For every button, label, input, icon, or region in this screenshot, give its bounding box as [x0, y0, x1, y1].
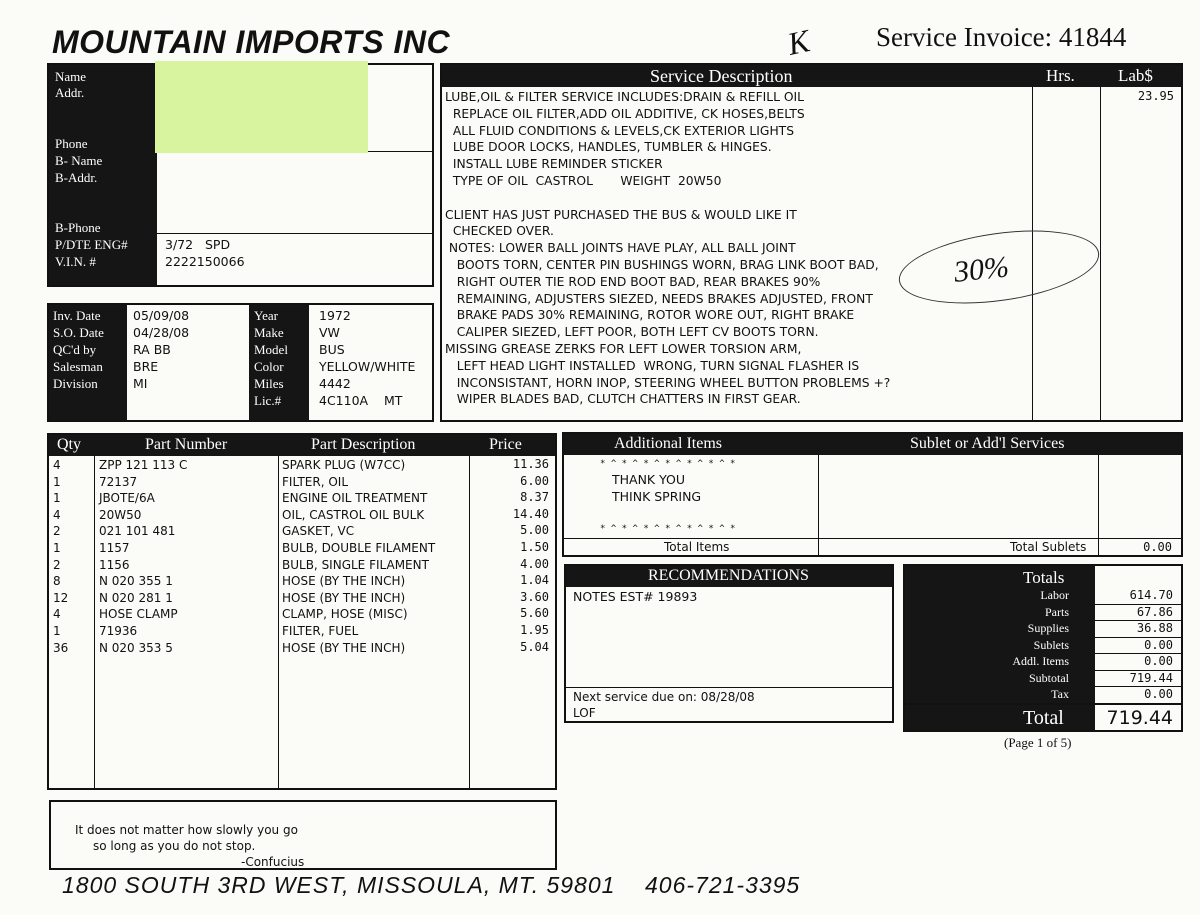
- lab-value: 23.95: [1137, 89, 1174, 103]
- label-color: Color: [254, 359, 284, 374]
- service-line: MISSING GREASE ZERKS FOR LEFT LOWER TORSION ARM,: [445, 342, 802, 356]
- table-row: [49, 490, 555, 506]
- part-description: FILTER, FUEL: [282, 624, 359, 638]
- part-qty: 36: [53, 640, 69, 655]
- quote-line-1: It does not matter how slowly you go: [75, 823, 298, 837]
- totals-value: 614.70: [1129, 588, 1173, 602]
- service-line: NOTES: LOWER BALL JOINTS HAVE PLAY, ALL BALL JOINT: [445, 241, 796, 256]
- model-value: BUS: [319, 342, 345, 357]
- division-value: MI: [133, 376, 148, 391]
- totals-value: 0.00: [1144, 687, 1173, 701]
- part-description: HOSE (BY THE INCH): [282, 590, 406, 605]
- part-description: FILTER, OIL: [282, 474, 349, 489]
- totals-label: Sublets: [1033, 637, 1069, 652]
- table-row: [49, 457, 555, 473]
- part-number: ZPP 121 113 C: [99, 458, 188, 472]
- part-description: OIL, CASTROL OIL BULK: [282, 507, 425, 522]
- part-price: 5.04: [520, 639, 549, 654]
- pdte-eng-value: 3/72 SPD: [165, 237, 231, 252]
- table-row: [49, 557, 555, 573]
- lab-header: Lab$: [1118, 66, 1153, 85]
- table-row: [49, 540, 555, 556]
- label-salesman: Salesman: [53, 359, 103, 374]
- divider: [566, 687, 892, 688]
- part-qty: 1: [53, 491, 61, 506]
- divider: [1095, 653, 1181, 654]
- part-number: HOSE CLAMP: [99, 607, 178, 622]
- table-row: [49, 590, 555, 606]
- totals-label: Parts: [1045, 604, 1069, 619]
- additional-line-1: THANK YOU: [612, 472, 686, 487]
- part-number: 1157: [99, 541, 130, 555]
- additional-box: [562, 432, 1183, 557]
- part-price: 4.00: [520, 556, 549, 571]
- price-header: Price: [489, 436, 522, 453]
- service-line: LEFT HEAD LIGHT INSTALLED WRONG, TURN SIGNAL FLASHER IS: [445, 358, 860, 373]
- divider: [157, 233, 432, 234]
- divider: [1095, 670, 1181, 671]
- label-year: Year: [254, 308, 278, 323]
- label-b-name: B- Name: [55, 153, 103, 168]
- column-divider: [1098, 455, 1099, 555]
- stars-top: * ^ * ^ * ^ * ^ * ^ * ^ *: [600, 459, 736, 469]
- handwritten-note: 30%: [952, 250, 1011, 289]
- part-number: 021 101 481: [99, 524, 176, 539]
- label-inv-date: Inv. Date: [53, 308, 101, 323]
- part-number: N 020 353 5: [99, 640, 173, 655]
- parts-table: [47, 433, 557, 790]
- part-description: HOSE (BY THE INCH): [282, 640, 406, 655]
- table-row: [49, 523, 555, 539]
- totals-value: 36.88: [1136, 621, 1173, 635]
- color-value: YELLOW/WHITE: [319, 359, 416, 374]
- table-row: [49, 507, 555, 523]
- label-division: Division: [53, 376, 98, 391]
- stars-bottom: * ^ * ^ * ^ * ^ * ^ * ^ *: [600, 524, 736, 534]
- divider: [368, 151, 432, 152]
- handwritten-mark: K: [784, 22, 813, 62]
- part-number: N 020 281 1: [99, 590, 173, 605]
- part-description: CLAMP, HOSE (MISC): [282, 607, 408, 622]
- next-service: Next service due on: 08/28/08: [573, 690, 755, 704]
- sublet-header: Sublet or Add'l Services: [910, 435, 1065, 452]
- recommendations-notes: NOTES EST# 19893: [573, 589, 698, 604]
- table-row: [49, 640, 555, 656]
- service-line: LUBE DOOR LOCKS, HANDLES, TUMBLER & HINGES.: [445, 140, 772, 155]
- service-line: REPLACE OIL FILTER,ADD OIL ADDITIVE, CK HOSES,BELTS: [445, 106, 805, 121]
- totals-label: Labor: [1040, 588, 1069, 602]
- totals-value: 67.86: [1136, 604, 1173, 619]
- total-sublets-value: 0.00: [1143, 540, 1172, 554]
- part-description-header: Part Description: [311, 436, 416, 453]
- qcd-by-value: RA BB: [133, 342, 171, 357]
- total-items-label: Total Items: [664, 540, 730, 554]
- recommendations-header: RECOMMENDATIONS: [648, 567, 809, 584]
- totals-header: Totals: [1023, 568, 1065, 587]
- part-description: ENGINE OIL TREATMENT: [282, 491, 428, 506]
- service-line: REMAINING, ADJUSTERS SIEZED, NEEDS BRAKES ADJUSTED, FRONT: [445, 291, 873, 306]
- salesman-value: BRE: [133, 359, 159, 374]
- service-line: LUBE,OIL & FILTER SERVICE INCLUDES:DRAIN & REFILL OIL: [445, 90, 805, 104]
- quote-author: -Confucius: [241, 855, 305, 869]
- part-number: N 020 355 1: [99, 574, 173, 589]
- part-qty: 12: [53, 590, 69, 605]
- divider: [1095, 604, 1181, 605]
- lic-value: 4C110A MT: [319, 393, 403, 408]
- label-pdte-eng: P/DTE ENG#: [55, 237, 128, 252]
- footer-address: 1800 SOUTH 3RD WEST, MISSOULA, MT. 59801 406-721-3395: [62, 872, 801, 898]
- part-price: 1.04: [520, 573, 549, 588]
- total-sublets-label: Total Sublets: [1010, 540, 1087, 554]
- part-description: BULB, SINGLE FILAMENT: [282, 557, 429, 572]
- service-line: BRAKE PADS 30% REMAINING, ROTOR WORE OUT, RIGHT BRAKE: [445, 308, 855, 323]
- totals-value: 0.00: [1144, 654, 1173, 668]
- label-so-date: S.O. Date: [53, 325, 104, 340]
- inv-date-value: 05/09/08: [133, 308, 190, 323]
- table-row: [49, 573, 555, 589]
- service-line: CHECKED OVER.: [445, 224, 554, 239]
- service-line: CLIENT HAS JUST PURCHASED THE BUS & WOULD LIKE IT: [445, 207, 797, 222]
- service-line: BOOTS TORN, CENTER PIN BUSHINGS WORN, BRAG LINK BOOT BAD,: [445, 258, 879, 272]
- part-qty: 4: [53, 507, 61, 522]
- quote-box: [49, 800, 557, 870]
- service-line: INCONSISTANT, HORN INOP, STEERING WHEEL BUTTON PROBLEMS +?: [445, 375, 891, 390]
- column-divider: [818, 455, 819, 555]
- label-name: Name: [55, 69, 87, 84]
- totals-label: Tax: [1051, 687, 1069, 701]
- miles-value: 4442: [319, 376, 351, 391]
- part-qty: 4: [53, 607, 61, 622]
- part-price: 5.00: [520, 523, 549, 538]
- parts-header-bar: [49, 435, 555, 456]
- part-price: 8.37: [520, 490, 549, 505]
- column-divider: [1100, 87, 1101, 420]
- quote-line-2: so long as you do not stop.: [93, 839, 256, 853]
- part-description: HOSE (BY THE INCH): [282, 574, 406, 589]
- service-line: RIGHT OUTER TIE ROD END BOOT BAD, REAR BRAKES 90%: [445, 274, 821, 289]
- total-row-divider: [564, 538, 1181, 539]
- divider: [905, 703, 1181, 705]
- label-b-addr: B-Addr.: [55, 170, 98, 185]
- qty-header: Qty: [57, 436, 81, 453]
- table-row: [49, 623, 555, 639]
- divider: [1095, 686, 1181, 687]
- part-qty: 4: [53, 458, 61, 472]
- service-description-header: Service Description: [650, 66, 793, 86]
- part-price: 11.36: [512, 457, 549, 471]
- part-description: GASKET, VC: [282, 524, 355, 539]
- part-number: JBOTE/6A: [99, 491, 155, 506]
- label-miles: Miles: [254, 376, 284, 391]
- totals-label: Addl. Items: [1012, 654, 1069, 668]
- part-price: 6.00: [520, 473, 549, 488]
- part-price: 5.60: [520, 606, 549, 621]
- service-line: TYPE OF OIL CASTROL WEIGHT 20W50: [445, 174, 722, 188]
- hrs-header: Hrs.: [1046, 66, 1075, 85]
- so-date-value: 04/28/08: [133, 325, 190, 340]
- part-qty: 2: [53, 557, 61, 572]
- divider: [1095, 637, 1181, 638]
- additional-line-2: THINK SPRING: [612, 489, 702, 504]
- part-price: 1.95: [520, 623, 549, 637]
- totals-label: Subtotal: [1028, 670, 1069, 685]
- part-description: BULB, DOUBLE FILAMENT: [282, 541, 436, 555]
- company-name: MOUNTAIN IMPORTS INC: [52, 24, 451, 60]
- additional-items-header: Additional Items: [614, 435, 722, 452]
- service-box: [440, 63, 1183, 422]
- part-number: 72137: [99, 474, 138, 489]
- part-number: 1156: [99, 557, 130, 572]
- label-lic: Lic.#: [254, 393, 282, 408]
- vin-value: 2222150066: [165, 254, 245, 269]
- divider: [1095, 620, 1181, 621]
- next-service-type: LOF: [573, 706, 596, 720]
- info-box: [47, 303, 434, 422]
- redaction-block: [155, 61, 368, 153]
- part-price: 1.50: [520, 540, 549, 554]
- part-price: 3.60: [520, 589, 549, 604]
- part-qty: 8: [53, 574, 61, 589]
- total-label: Total: [1023, 707, 1064, 729]
- total-value: 719.44: [1106, 707, 1173, 729]
- table-row: [49, 474, 555, 490]
- part-number-header: Part Number: [145, 436, 228, 453]
- part-description: SPARK PLUG (W7CC): [282, 458, 406, 472]
- part-qty: 1: [53, 541, 61, 555]
- invoice-title: Service Invoice: 41844: [876, 22, 1127, 52]
- part-qty: 2: [53, 524, 61, 539]
- label-vin: V.I.N. #: [55, 254, 96, 269]
- part-number: 20W50: [99, 507, 142, 522]
- make-value: VW: [319, 325, 340, 340]
- part-number: 71936: [99, 624, 138, 638]
- service-line: WIPER BLADES BAD, CLUTCH CHATTERS IN FIRST GEAR.: [445, 392, 801, 407]
- label-b-phone: B-Phone: [55, 220, 101, 235]
- service-line: ALL FLUID CONDITIONS & LEVELS,CK EXTERIOR LIGHTS: [445, 123, 795, 138]
- part-qty: 1: [53, 624, 61, 638]
- label-phone: Phone: [55, 136, 88, 151]
- label-make: Make: [254, 325, 284, 340]
- customer-box: [47, 63, 434, 287]
- part-qty: 1: [53, 474, 61, 489]
- page-indicator: (Page 1 of 5): [1004, 735, 1072, 750]
- totals-value: 719.44: [1129, 670, 1173, 685]
- totals-value: 0.00: [1144, 637, 1173, 652]
- totals-box: [903, 564, 1183, 732]
- service-line: CALIPER SIEZED, LEFT POOR, BOTH LEFT CV BOOTS TORN.: [445, 325, 819, 340]
- part-price: 14.40: [512, 506, 549, 521]
- label-addr: Addr.: [55, 85, 85, 100]
- service-line: INSTALL LUBE REMINDER STICKER: [445, 157, 663, 172]
- label-qcd-by: QC'd by: [53, 342, 97, 357]
- totals-label: Supplies: [1027, 621, 1069, 635]
- year-value: 1972: [319, 308, 351, 323]
- recommendations-box: [564, 564, 894, 723]
- label-model: Model: [254, 342, 288, 357]
- table-row: [49, 606, 555, 622]
